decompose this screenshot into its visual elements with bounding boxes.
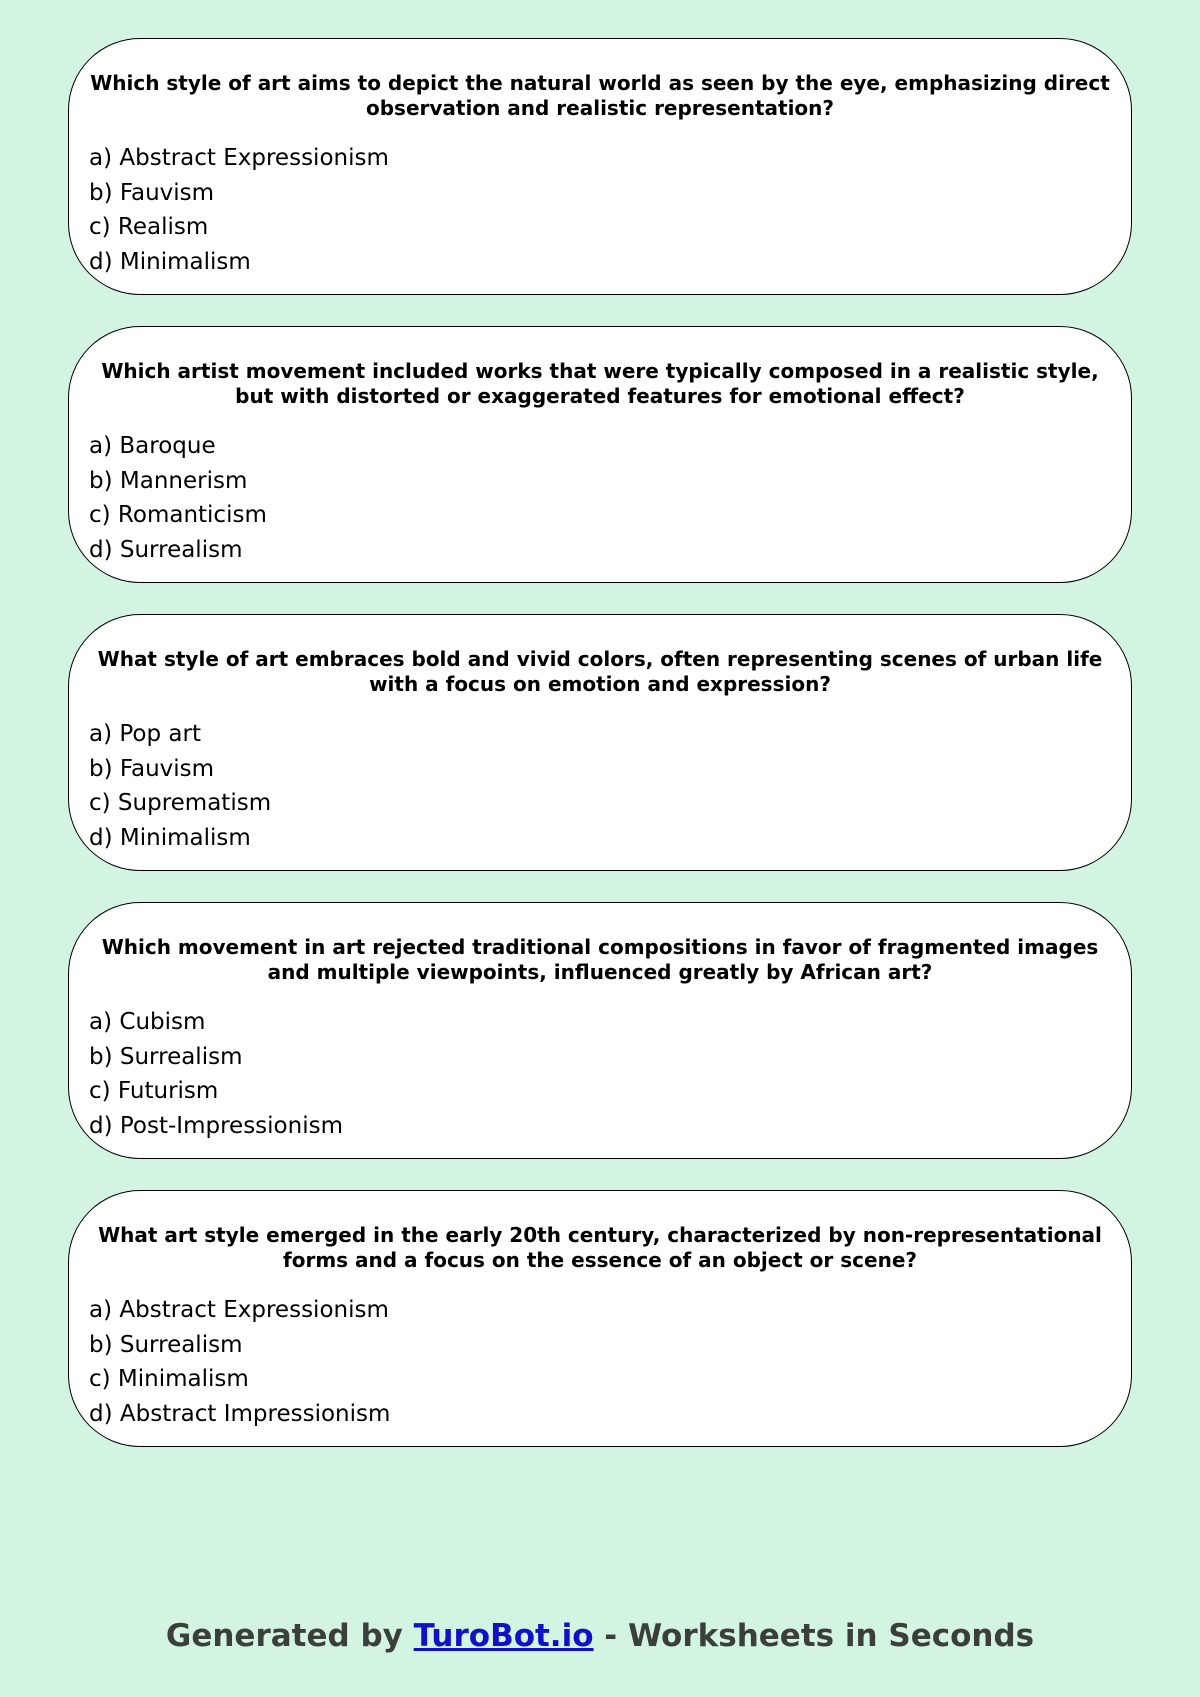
answer-option: c) Minimalism [89,1366,249,1392]
question-text: Which movement in art rejected traditional compositions in favor of fragmented images and multiple viewpoints, influenced greatly by African art? [101,935,1099,984]
question-text: What art style emerged in the early 20th century, characterized by non-representational forms and a focus on the essence of an object or scene? [98,1223,1102,1272]
answer-option: b) Surrealism [89,1043,243,1070]
answer-options [89,1005,1111,1143]
answer-options [89,717,1111,855]
question-card [68,902,1132,1159]
answer-option: b) Mannerism [89,467,248,494]
answer-option: d) Minimalism [89,824,251,851]
answer-option: a) Cubism [89,1009,206,1035]
question-text: Which style of art aims to depict the natural world as seen by the eye, emphasizing direct observation and realistic representation? [90,71,1110,120]
answer-option: c) Romanticism [89,502,267,528]
answer-option: c) Futurism [89,1078,219,1104]
answer-options [89,141,1111,279]
answer-option: b) Surrealism [89,1331,243,1358]
answer-option: d) Abstract Impressionism [89,1400,391,1427]
answer-option: c) Realism [89,214,209,240]
answer-option: b) Fauvism [89,755,215,782]
answer-options [89,429,1111,567]
answer-options [89,1293,1111,1431]
question-card [68,38,1132,295]
question-text: What style of art embraces bold and vivid colors, often representing scenes of urban life with a focus on emotion and expression? [97,647,1103,696]
question-text: Which artist movement included works that were typically composed in a realistic style, but with distorted or exaggerated features for emotional effect? [101,359,1099,408]
footer-prefix: Generated by [165,1618,414,1654]
question-card [68,326,1132,583]
answer-option: c) Suprematism [89,790,272,816]
footer-credit [0,1618,1200,1654]
answer-option: a) Pop art [89,721,201,747]
answer-option: d) Minimalism [89,248,251,275]
turobot-link[interactable]: TuroBot.io [413,1618,594,1654]
answer-option: a) Baroque [89,433,216,459]
footer-suffix: - Worksheets in Seconds [593,1618,1035,1654]
answer-option: d) Post-Impressionism [89,1112,343,1139]
answer-option: a) Abstract Expressionism [89,145,389,171]
question-card [68,614,1132,871]
question-list [68,38,1132,1478]
answer-option: a) Abstract Expressionism [89,1297,389,1323]
answer-option: d) Surrealism [89,536,243,563]
answer-option: b) Fauvism [89,179,215,206]
question-card [68,1190,1132,1447]
